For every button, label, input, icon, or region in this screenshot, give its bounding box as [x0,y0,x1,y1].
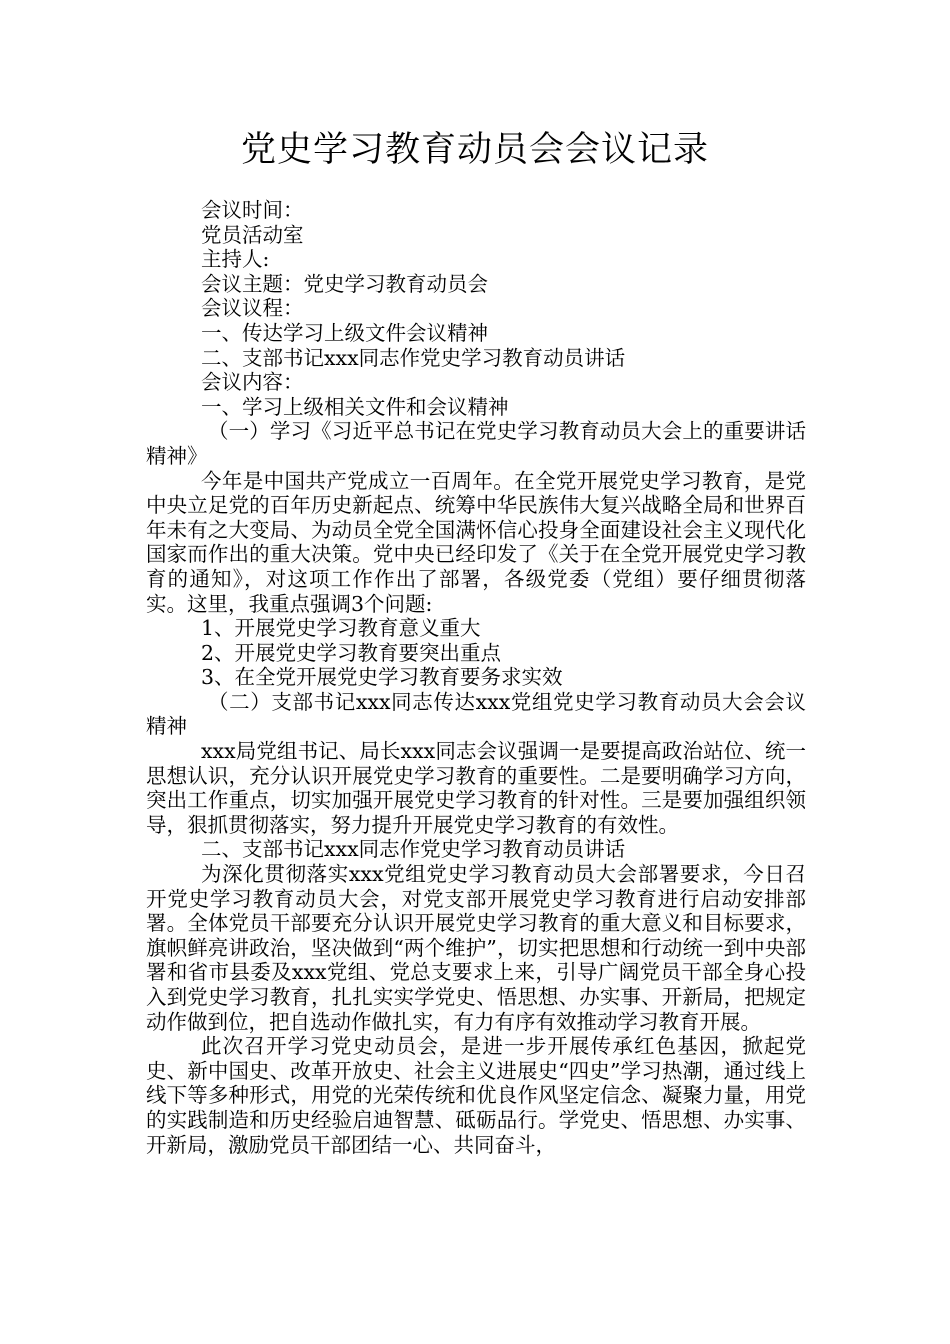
meeting-host: 主持人: [201,247,270,272]
paragraph: xxx局党组书记、局长xxx同志会议强调一是要提高政治站位、统一思想认识，充分认识开展党史学习教育的重要性。二是要明确学习方向，突出工作重点，切实加强开展党史学习教育的针对性。三是要加强组织领导，狠抓贯彻落实，努力提升开展党史学习教育的有效性。 [146,739,806,837]
subsection-2-heading: （二）支部书记xxx同志传达xxx党组党史学习教育动员大会会议精神 [146,689,806,739]
meeting-time: 会议时间： [201,198,304,222]
section-2-heading: 二、支部书记xxx同志作党史学习教育动员讲话 [201,837,626,862]
paragraph: 今年是中国共产党成立一百周年。在全党开展党史学习教育，是党中央立足党的百年历史新起点、统筹中华民族伟大复兴战略全局和世界百年未有之大变局、为动员全党全国满怀信心投身全面建设社会主义现代化国家而作出的重大决策。党中央已经印发了《关于在全党开展党史学习教育的通知》，对这项工作作出了部署，各级党委（党组）要仔细贯彻落实。这里，我重点强调3个问题: [146,468,806,616]
agenda-heading: 会议议程： [201,296,304,321]
section-1-heading: 一、学习上级相关文件和会议精神 [201,394,509,419]
agenda-item-2: 二、支部书记xxx同志作党史学习教育动员讲话 [201,345,626,370]
agenda-item-1: 一、传达学习上级文件会议精神 [201,320,488,345]
document-body [146,198,806,1157]
subsection-1-heading: （一）学习《习近平总书记在党史学习教育动员大会上的重要讲话精神》 [146,419,806,468]
meeting-theme: 会议主题：党史学习教育动员会 [201,271,488,296]
paragraph: 为深化贯彻落实xxx党组党史学习教育动员大会部署要求，今日召开党史学习教育动员大会，对党支部开展党史学习教育进行启动安排部署。全体党员干部要充分认识开展党史学习教育的重大意义和目标要求，旗帜鲜亮讲政治，坚决做到“两个维护”，切实把思想和行动统一到中央部署和省市县委及xxx党组、党总支要求上来，引导广阔党员干部全身心投入到党史学习教育，扎扎实实学党史、悟思想、办实事、开新局，把规定动作做到位，把自选动作做扎实，有力有序有效推动学习教育开展。 [146,862,806,1034]
list-item-1: 1、开展党史学习教育意义重大 [201,616,481,641]
meeting-location: 党员活动室 [201,222,304,247]
list-item-2: 2、开展党史学习教育要突出重点 [201,640,502,665]
document-title: 党史学习教育动员会会议记录 [240,130,709,170]
content-heading: 会议内容： [201,370,304,395]
paragraph: 此次召开学习党史动员会，是进一步开展传承红色基因，掀起党史、新中国史、改革开放史、社会主义进展史“四史”学习热潮，通过线上线下等多种形式，用党的光荣传统和优良作风坚定信念、凝聚力量，用党的实践制造和历史经验启迪智慧、砥砺品行。学党史、悟思想、办实事、开新局，激励党员干部团结一心、共同奋斗， [146,1034,806,1157]
list-item-3: 3、在全党开展党史学习教育要务求实效 [201,665,563,690]
